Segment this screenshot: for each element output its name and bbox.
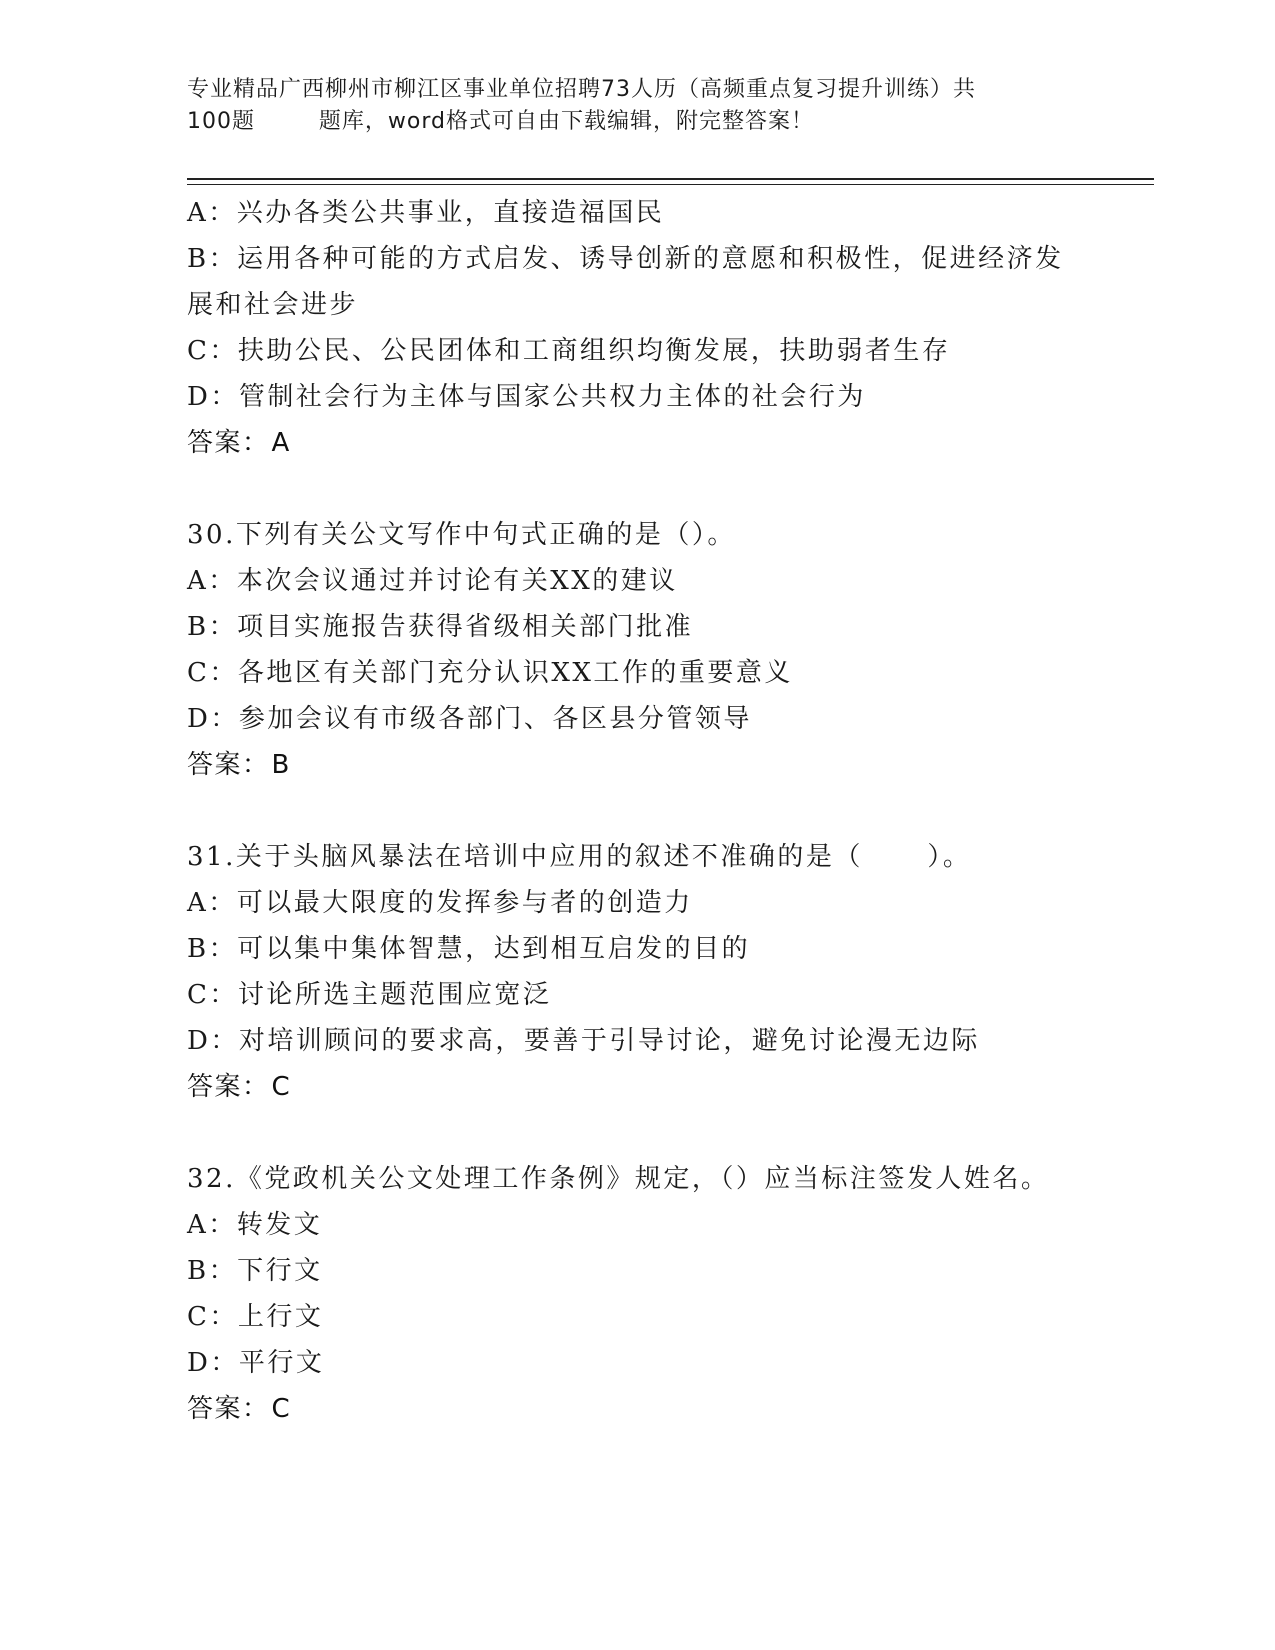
answer-value: B <box>271 750 291 780</box>
answer-line <box>187 1064 1087 1110</box>
option-d: D：管制社会行为主体与国家公共权力主体的社会行为 <box>187 382 866 412</box>
option-d: D：对培训顾问的要求高，要善于引导讨论，避免讨论漫无边际 <box>187 1026 980 1056</box>
answer-line <box>187 420 1087 466</box>
question-stem: 30.下列有关公文写作中句式正确的是（）。 <box>187 520 736 550</box>
option-a: A：可以最大限度的发挥参与者的创造力 <box>187 888 693 918</box>
question-29-block <box>187 190 1087 466</box>
option-a: A：转发文 <box>187 1210 323 1240</box>
option-c: C：讨论所选主题范围应宽泛 <box>187 980 552 1010</box>
answer-value: C <box>271 1394 292 1424</box>
question-32-block <box>187 1156 1087 1432</box>
answer-value: C <box>271 1072 292 1102</box>
answer-label: 答案： <box>187 1072 270 1102</box>
answer-value: A <box>271 428 291 458</box>
question-content <box>187 190 1087 1432</box>
header-divider-thick <box>187 178 1154 180</box>
answer-line <box>187 1386 1087 1432</box>
option-b: B：可以集中集体智慧，达到相互启发的目的 <box>187 934 751 964</box>
answer-label: 答案： <box>187 750 270 780</box>
question-stem: 32.《党政机关公文处理工作条例》规定，（）应当标注签发人姓名。 <box>187 1164 1050 1194</box>
option-b: B：下行文 <box>187 1256 323 1286</box>
option-c: C：各地区有关部门充分认识XX工作的重要意义 <box>187 658 793 688</box>
option-c: C：上行文 <box>187 1302 324 1332</box>
option-a: A：本次会议通过并讨论有关XX的建议 <box>187 566 678 596</box>
option-c: C：扶助公民、公民团体和工商组织均衡发展，扶助弱者生存 <box>187 336 951 366</box>
option-a: A：兴办各类公共事业，直接造福国民 <box>187 198 665 228</box>
option-d: D：参加会议有市级各部门、各区县分管领导 <box>187 704 752 734</box>
answer-line <box>187 742 1087 788</box>
question-stem: 31.关于头脑风暴法在培训中应用的叙述不准确的是（ ）。 <box>187 842 972 872</box>
option-b-line1: B：运用各种可能的方式启发、诱导创新的意愿和积极性，促进经济发 <box>187 244 1064 274</box>
option-b: B：项目实施报告获得省级相关部门批准 <box>187 612 694 642</box>
document-header <box>187 74 1067 138</box>
answer-label: 答案： <box>187 428 270 458</box>
option-d: D：平行文 <box>187 1348 325 1378</box>
answer-label: 答案： <box>187 1394 270 1424</box>
option-b-line2: 展和社会进步 <box>187 290 359 320</box>
header-title-line1: 专业精品广西柳州市柳江区事业单位招聘73人历（高频重点复习提升训练）共 <box>187 77 976 102</box>
question-30-block <box>187 512 1087 788</box>
header-divider-thin <box>187 184 1154 185</box>
header-title-line2: 100题 题库，word格式可自由下载编辑，附完整答案！ <box>187 109 815 134</box>
question-31-block <box>187 834 1087 1110</box>
